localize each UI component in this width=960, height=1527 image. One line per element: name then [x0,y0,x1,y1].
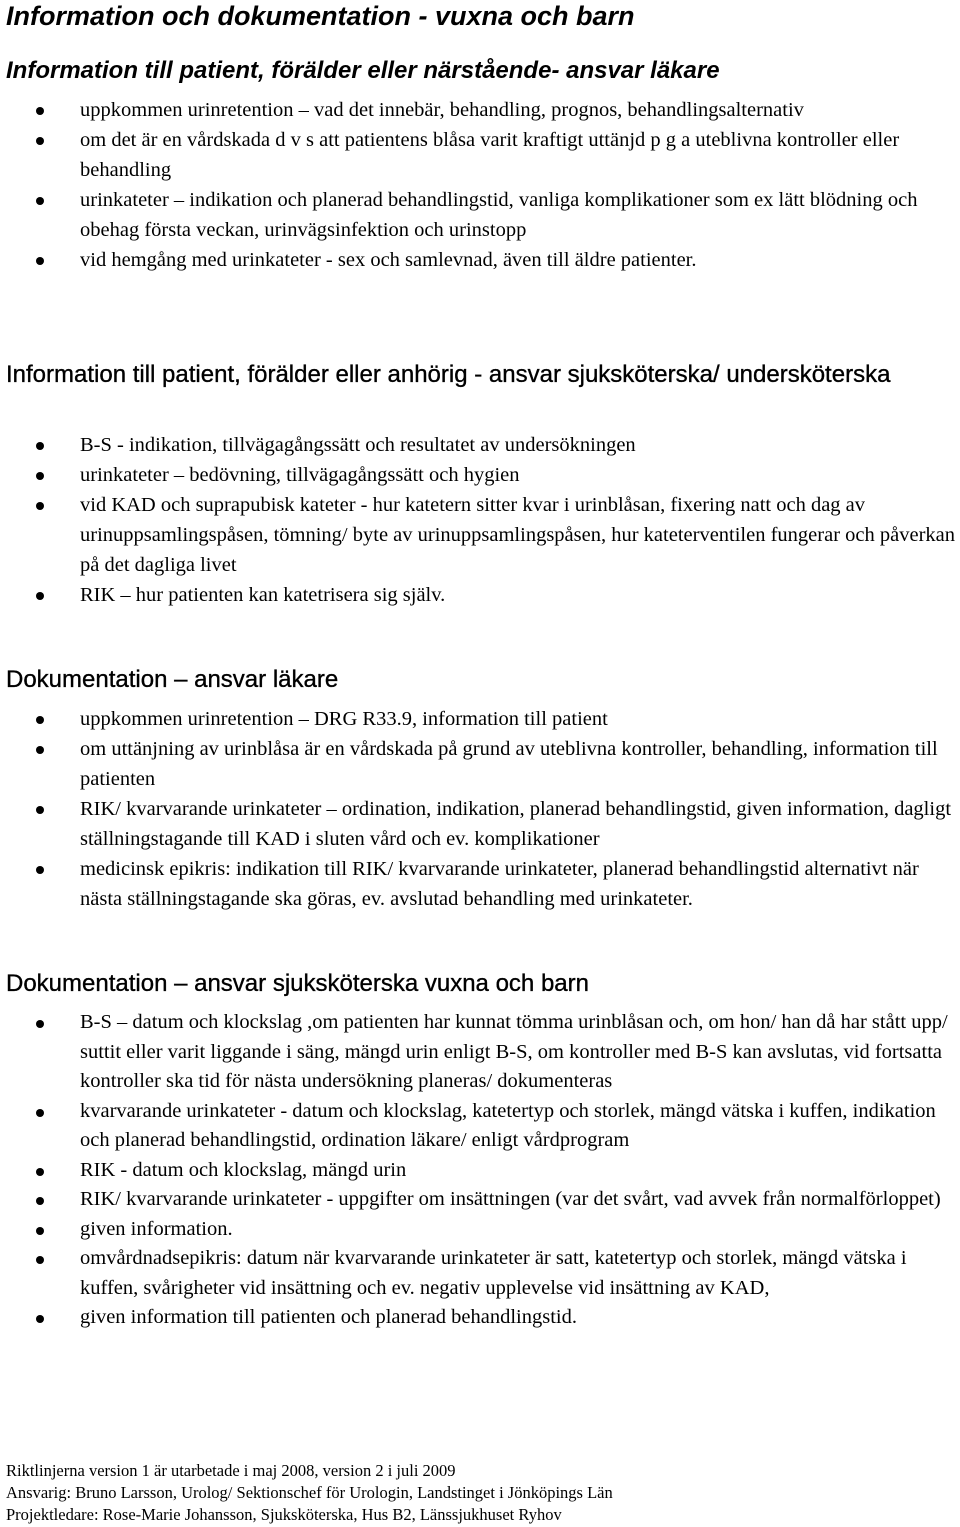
list-item: B-S - indikation, tillvägagångssätt och resultatet av undersökningen [6,430,958,460]
bullet-list-dok-lakare [6,704,958,914]
section-heading-info-lakare: Information till patient, förälder eller närstående- ansvar läkare [6,57,720,84]
list-item: uppkommen urinretention – DRG R33.9, information till patient [6,704,958,734]
list-item: B-S – datum och klockslag ,om patienten har kunnat tömma urinblåsan och, om hon/ han då har stått upp/ suttit eller varit liggande i säng, mängd urin enligt B-S, om kontroller med B-S kan avslutas, vid fortsatta kontroller ska tid för nästa undersökning planeras/ dokumenteras [6,1008,958,1097]
list-item: medicinsk epikris: indikation till RIK/ kvarvarande urinkateter, planerad behandlingstid alternativt när nästa ställningstagande ska göras, ev. avslutad behandling med urinkateter. [6,854,958,914]
list-item: RIK – hur patienten kan katetrisera sig själv. [6,580,958,610]
footer-project-lead-line: Projektledare: Rose-Marie Johansson, Sjuksköterska, Hus B2, Länssjukhuset Ryhov [6,1505,562,1524]
list-item: urinkateter – indikation och planerad behandlingstid, vanliga komplikationer som ex lätt blödning och obehag första veckan, urinvägsinfektion och urinstopp [6,185,958,245]
bullet-list-info-lakare [6,95,958,275]
list-item: RIK - datum och klockslag, mängd urin [6,1156,958,1186]
list-item: vid hemgång med urinkateter - sex och samlevnad, även till äldre patienter. [6,245,958,275]
list-item: uppkommen urinretention – vad det innebär, behandling, prognos, behandlingsalternativ [6,95,958,125]
list-item: kvarvarande urinkateter - datum och klockslag, katetertyp och storlek, mängd vätska i kuffen, indikation och planerad behandlingstid, ordination läkare/ enligt vårdprogram [6,1097,958,1156]
footer-responsible-line: Ansvarig: Bruno Larsson, Urolog/ Sektionschef för Urologin, Landstinget i Jönköpings Län [6,1483,613,1502]
list-item: RIK/ kvarvarande urinkateter - uppgifter om insättningen (var det svårt, vad avvek från normalförloppet) [6,1185,958,1215]
bullet-list-info-sjukskoterska [6,430,958,610]
list-item: vid KAD och suprapubisk kateter - hur katetern sitter kvar i urinblåsan, fixering natt och dag av urinuppsamlingspåsen, tömning/ byte av urinuppsamlingspåsen, hur kateterventilen fungerar och påverkan på det dagliga livet [6,490,958,580]
list-item: om det är en vårdskada d v s att patientens blåsa varit kraftigt uttänjd p g a uteblivna kontroller eller behandling [6,125,958,185]
list-item: given information. [6,1215,958,1245]
list-item: RIK/ kvarvarande urinkateter – ordination, indikation, planerad behandlingstid, given information, dagligt ställningstagande till KAD i sluten vård och ev. komplikationer [6,794,958,854]
section-heading-info-sjukskoterska: Information till patient, förälder eller anhörig - ansvar sjuksköterska/ undersköterska [6,361,891,388]
list-item: urinkateter – bedövning, tillvägagångssätt och hygien [6,460,958,490]
list-item: given information till patienten och planerad behandlingstid. [6,1303,958,1333]
bullet-list-dok-sjukskoterska [6,1008,958,1333]
section-heading-dok-lakare: Dokumentation – ansvar läkare [6,666,339,693]
document-footer [6,1460,613,1526]
section-heading-dok-sjukskoterska: Dokumentation – ansvar sjuksköterska vuxna och barn [6,970,589,997]
document-title: Information och dokumentation - vuxna och barn [6,1,635,31]
list-item: om uttänjning av urinblåsa är en vårdskada på grund av uteblivna kontroller, behandling, information till patienten [6,734,958,794]
footer-version-line: Riktlinjerna version 1 är utarbetade i maj 2008, version 2 i juli 2009 [6,1461,456,1480]
list-item: omvårdnadsepikris: datum när kvarvarande urinkateter är satt, katetertyp och storlek, mängd vätska i kuffen, svårigheter vid insättning och ev. negativ upplevelse vid insättning av KAD, [6,1244,958,1303]
